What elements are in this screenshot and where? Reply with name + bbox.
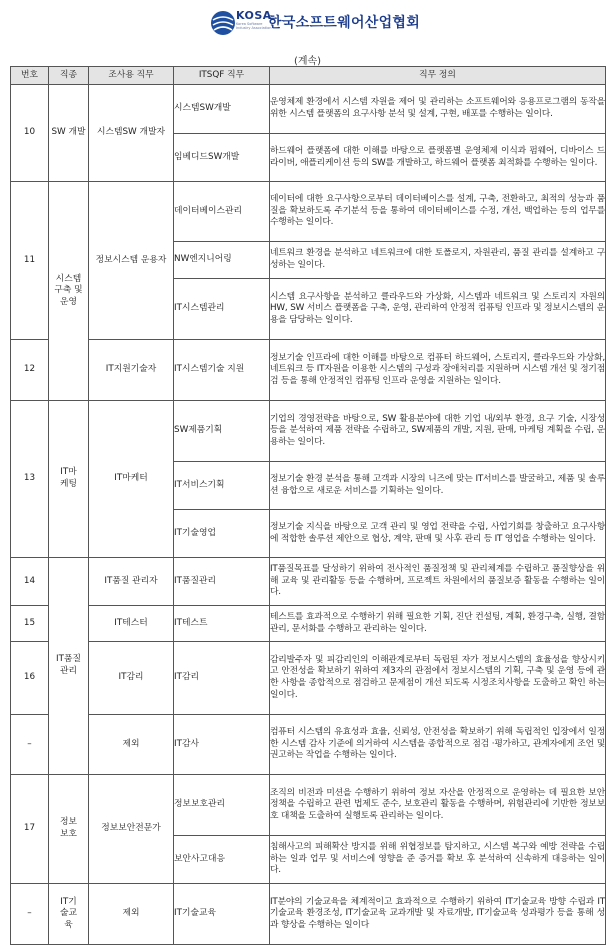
table-row (11, 642, 606, 715)
duty-definition: 하드웨어 플랫폼에 대한 이해를 바탕으로 플랫폼별 운영체제 이식과 펌웨어, 디바이스 드라이버, 애플리케이션 등의 SW를 개발하고, 하드웨어 플랫폼 최적화를 수행하는 일이다. (270, 134, 606, 182)
survey-duty: IT품질 관리자 (89, 558, 174, 606)
itsqf-duty: NW엔지니어링 (174, 242, 270, 279)
survey-duty: IT감리 (89, 642, 174, 715)
logo-subtext: Korea Software Industry Association (236, 22, 272, 30)
row-number: 13 (11, 401, 49, 558)
duty-definition: IT분야의 기술교육을 체계적이고 효과적으로 수행하기 위하여 IT기술교육 방향 수립과 IT기술교육 환경조성, IT기술교육 교과개발 및 자료개발, IT기술교육 성과평가 등을 통해 성과 향상을 수행하는 일이다 (270, 884, 606, 945)
survey-duty: 정보시스템 운용자 (89, 182, 174, 340)
itsqf-duty: IT테스트 (174, 606, 270, 642)
job-type: IT기 술교 육 (49, 884, 89, 945)
row-number: 12 (11, 340, 49, 401)
table-row (11, 401, 606, 462)
page-header (0, 0, 615, 48)
itsqf-duty: IT기술교육 (174, 884, 270, 945)
column-header: ITSQF 직무 (174, 67, 270, 85)
duty-definition: 침해사고의 피해확산 방지를 위해 위협정보를 탐지하고, 시스템 복구와 예방 전략을 수립하는 일과 업무 및 서비스에 영향을 준 증거를 확보 후 분석하여 신속하게 대응하는 일이다. (270, 836, 606, 884)
itsqf-duty: IT서비스기획 (174, 462, 270, 510)
survey-duty: IT마케터 (89, 401, 174, 558)
itsqf-duty: 임베디드SW개발 (174, 134, 270, 182)
job-type: IT마 케팅 (49, 401, 89, 558)
row-number: 15 (11, 606, 49, 642)
row-number: 17 (11, 775, 49, 884)
itsqf-duty: IT시스템관리 (174, 279, 270, 340)
row-number: 16 (11, 642, 49, 715)
duty-definition: 기업의 경영전략을 바탕으로, SW 활용분야에 대한 기업 내/외부 환경, 요구 기술, 시장성 등을 분석하여 제품 전략을 수립하고, SW제품의 개발, 지원, 판매, 마케팅 계획을 수립, 운용하는 일이다. (270, 401, 606, 462)
duty-definition: 감리발주자 및 피감리인의 이해관계로부터 독립된 자가 정보시스템의 효율성을 향상시키고 안전성을 확보하기 위하여 제3자의 관점에서 정보시스템의 기획, 구축 및 운영 등에 관한 사항을 종합적으로 점검하고 문제점이 개선 되도록 시정조치사항을 도출하고 확인 하는 일이다. (270, 642, 606, 715)
table-header-row (11, 67, 606, 85)
itsqf-duty: 정보보호관리 (174, 775, 270, 836)
row-number: – (11, 715, 49, 775)
table-row (11, 606, 606, 642)
itsqf-duty: IT감리 (174, 642, 270, 715)
duty-definition: 컴퓨터 시스템의 유효성과 효율, 신뢰성, 안전성을 확보하기 위해 독립적인 입장에서 일정한 시스템 감사 기준에 의거하여 시스템을 종합적으로 점검 ·평가하고, 관계자에게 조언 및 권고하는 작업을 수행하는 일이다. (270, 715, 606, 775)
duty-definition: 네트워크 환경을 분석하고 네트워크에 대한 토폴로지, 자원관리, 품질 관리를 설계하고 구성하는 일이다. (270, 242, 606, 279)
row-number: – (11, 884, 49, 945)
duty-definition: 데이터에 대한 요구사항으로부터 데이터베이스를 설계, 구축, 전환하고, 최적의 성능과 품질을 확보하도록 주기분석 등을 통하여 데이터베이스를 수정, 개선, 백업하는 등의 업무를 수행하는 일이다. (270, 182, 606, 242)
table-row (11, 558, 606, 606)
survey-duty: 제외 (89, 884, 174, 945)
itsqf-duty: SW제품기획 (174, 401, 270, 462)
duty-definition: 운영체제 환경에서 시스템 자원을 제어 및 관리하는 소프트웨어와 응용프로그램의 동작을 위한 시스템 플랫폼의 요구사항 분석 및 설계, 구현, 배포를 수행하는 일이다. (270, 85, 606, 134)
itsqf-duty: IT감사 (174, 715, 270, 775)
table-row (11, 85, 606, 134)
survey-duty: IT지원기술자 (89, 340, 174, 401)
job-type: 시스템 구축 및 운영 (49, 182, 89, 401)
itsqf-duty: IT시스템기술 지원 (174, 340, 270, 401)
table-row (11, 884, 606, 945)
table-row (11, 775, 606, 836)
column-header: 조사용 직무 (89, 67, 174, 85)
continued-label: (계속) (293, 56, 322, 67)
table-row (11, 340, 606, 401)
column-header: 직무 정의 (270, 67, 606, 85)
duty-definition: 정보기술 지식을 바탕으로 고객 관리 및 영업 전략을 수립, 사업기회를 창출하고 요구사항에 적합한 솔루션 제안으로 협상, 계약, 판매 및 사후 관리 등 IT 영업을 수행하는 일이다. (270, 510, 606, 558)
column-header: 번호 (11, 67, 49, 85)
duty-definition: IT품질목표를 달성하기 위하여 전사적인 품질정책 및 관리체계를 수립하고 품질향상을 위해 교육 및 관리활동 등을 수행하며, 프로젝트 차원에서의 품질보증 활동을 수행하는 일이다. (270, 558, 606, 606)
survey-duty: 시스템SW 개발자 (89, 85, 174, 182)
survey-duty: 제외 (89, 715, 174, 775)
duty-definition: 테스트를 효과적으로 수행하기 위해 필요한 기획, 진단 컨설팅, 계획, 환경구축, 실행, 결함관리, 문서화를 수행하고 관리하는 일이다. (270, 606, 606, 642)
duty-definition: 조직의 비전과 미션을 수행하기 위하여 정보 자산을 안정적으로 운영하는 데 필요한 보안정책을 수립하고 관련 법제도 준수, 보호관리 활동을 수행하며, 위험관리에 기반한 정보보호 대책을 도출하여 실행토록 관리하는 일이다. (270, 775, 606, 836)
job-type: 정보 보호 (49, 775, 89, 884)
job-type: IT품질관리 (49, 558, 89, 775)
row-number: 10 (11, 85, 49, 182)
itsqf-duty: 보안사고대응 (174, 836, 270, 884)
column-header: 직종 (49, 67, 89, 85)
itsqf-duty: 시스템SW개발 (174, 85, 270, 134)
row-number: 11 (11, 182, 49, 340)
table-row (11, 182, 606, 242)
row-number: 14 (11, 558, 49, 606)
table-row (11, 715, 606, 775)
survey-duty: 정보보안전문가 (89, 775, 174, 884)
survey-duty: IT테스터 (89, 606, 174, 642)
duty-definition: 정보기술 환경 분석을 통해 고객과 시장의 니즈에 맞는 IT서비스를 발굴하고, 제품 및 솔루션 융합으로 새로운 서비스를 기획하는 일이다. (270, 462, 606, 510)
job-type: SW 개발 (49, 85, 89, 182)
duty-definition: 시스템 요구사항을 분석하고 클라우드와 가상화, 시스템과 네트워크 및 스토리지 자원의 HW, SW 서비스 플랫폼을 구축, 운영, 관리하여 안정적 컴퓨팅 인프라 및 정보시스템의 운용을 담당하는 일이다. (270, 279, 606, 340)
itsqf-duty: IT품질관리 (174, 558, 270, 606)
job-definition-table (10, 66, 606, 945)
logo-text: KOSA (236, 9, 272, 22)
organization-name: 한국소프트웨어산업협회 (268, 15, 421, 31)
duty-definition: 정보기술 인프라에 대한 이해를 바탕으로 컴퓨터 하드웨어, 스토리지, 클라우드와 가상화, 네트워크 등 IT자원을 이용한 시스템의 구성과 장애처리를 지원하며 시스템 개선 및 정기점검 등을 통해 안정적인 컴퓨팅 인프라 운영을 지원하는 일이다. (270, 340, 606, 401)
itsqf-duty: IT기술영업 (174, 510, 270, 558)
itsqf-duty: 데이터베이스관리 (174, 182, 270, 242)
